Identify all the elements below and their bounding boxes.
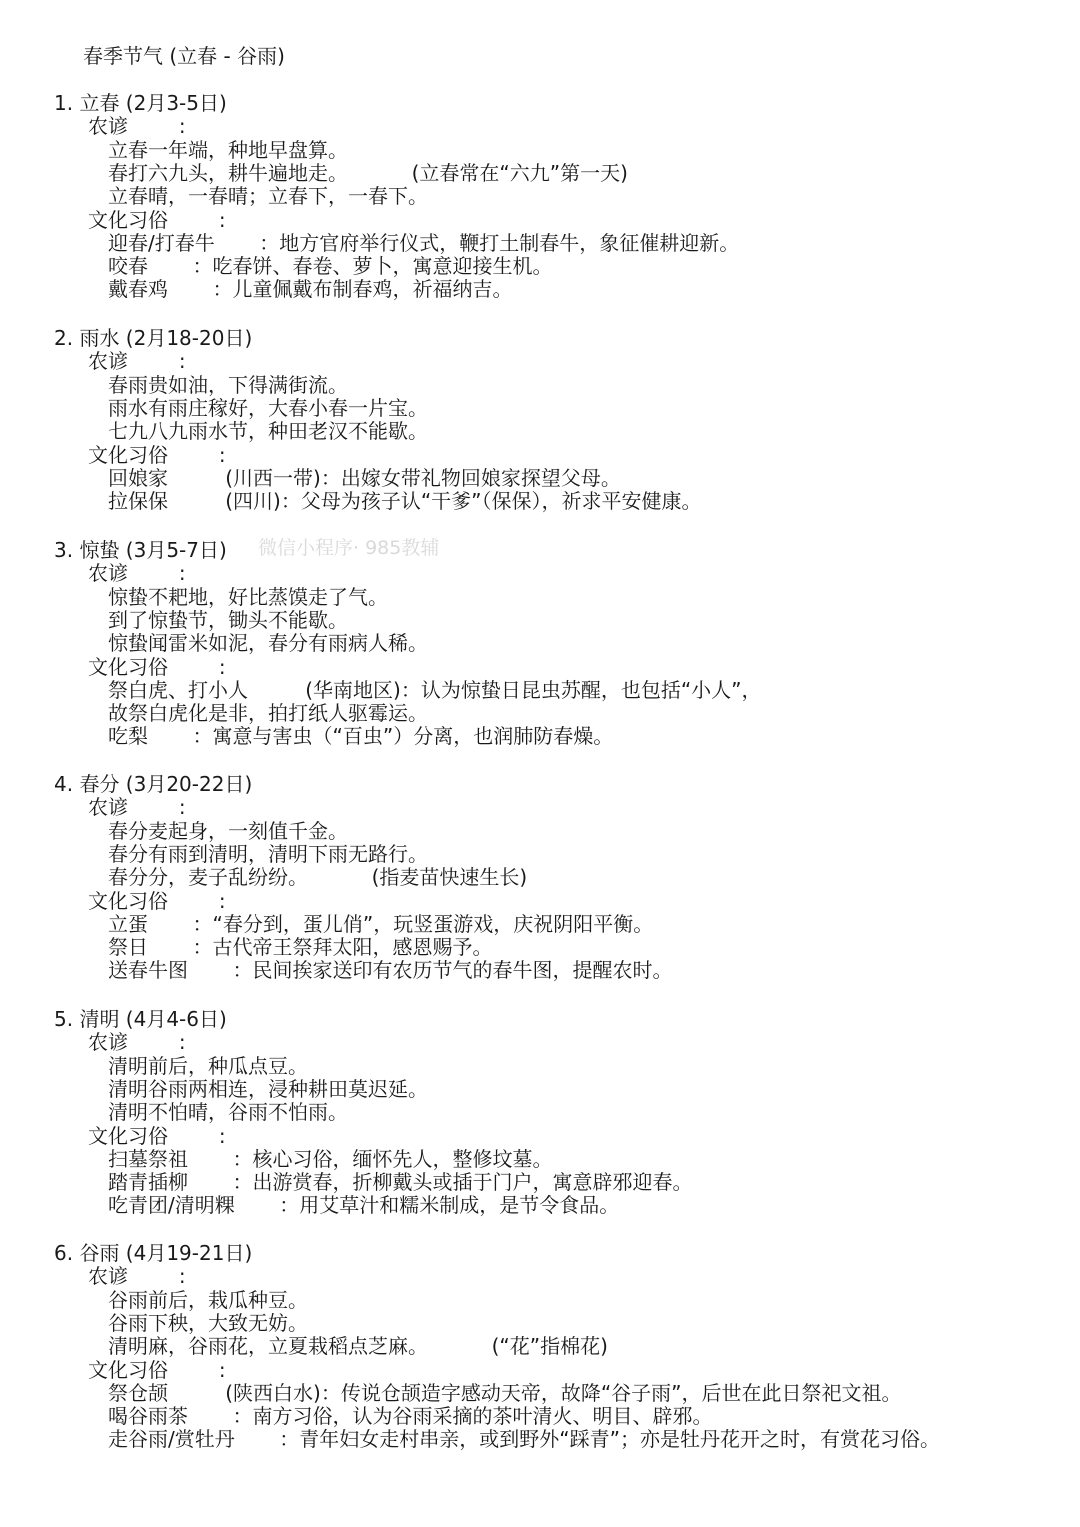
custom-line: 立蛋 ：“春分到，蛋儿俏”，玩竖蛋游戏，庆祝阴阳平衡。: [108, 911, 654, 936]
custom-line: 踏青插柳 ：出游赏春，折柳戴头或插于门户，寓意辟邪迎春。: [108, 1170, 693, 1195]
proverbs-label: 农谚 :: [88, 1264, 186, 1289]
custom-line: 吃梨 ：寓意与害虫（“百虫”）分离，也润肺防春燥。: [108, 724, 614, 749]
section-heading: 6. 谷雨 (4月19-21日): [54, 1241, 253, 1265]
page-title: 春季节气 (立春 - 谷雨): [83, 44, 285, 68]
proverb-line: 春分有雨到清明，清明下雨无路行。: [108, 841, 428, 866]
section-heading: 1. 立春 (2月3-5日): [54, 91, 227, 115]
proverbs-label: 农谚 :: [88, 349, 186, 374]
section-heading: 2. 雨水 (2月18-20日): [54, 326, 253, 350]
customs-label: 文化习俗 :: [88, 1123, 226, 1148]
section-heading: 5. 清明 (4月4-6日): [54, 1007, 227, 1031]
proverbs-label: 农谚 :: [88, 1030, 186, 1055]
custom-line: 迎春/打春牛 ：地方官府举行仪式，鞭打土制春牛，象征催耕迎新。: [108, 230, 740, 255]
section-heading: 4. 春分 (3月20-22日): [54, 772, 253, 796]
section-heading: 3. 惊蛰 (3月5-7日): [54, 538, 227, 562]
watermark: 微信小程序· 985教辅: [258, 537, 440, 559]
proverbs-label: 农谚 :: [88, 114, 186, 139]
proverbs-label: 农谚 :: [88, 561, 186, 586]
proverb-line: 春分麦起身，一刻值千金。: [108, 818, 348, 843]
custom-line: 走谷雨/赏牡丹 ：青年妇女走村串亲，或到野外“踩青”；亦是牡丹花开之时，有赏花习俗。: [108, 1427, 940, 1452]
custom-line: 故祭白虎化是非，拍打纸人驱霉运。: [108, 701, 428, 726]
custom-line: 扫墓祭祖 ：核心习俗，缅怀先人，整修坟墓。: [108, 1146, 553, 1171]
customs-label: 文化习俗 :: [88, 207, 226, 232]
custom-line: 祭日 ：古代帝王祭拜太阳，感恩赐予。: [108, 935, 493, 960]
proverb-line: 谷雨前后，栽瓜种豆。: [108, 1287, 308, 1312]
custom-line: 回娘家 (川西一带)：出嫁女带礼物回娘家探望父母。: [108, 465, 621, 490]
custom-line: 祭仓颉 (陕西白水)：传说仓颉造字感动天帝，故降“谷子雨”，后世在此日祭祀文祖。: [108, 1380, 902, 1405]
proverb-line: 七九八九雨水节，种田老汉不能歇。: [108, 419, 428, 444]
custom-line: 咬春 ：吃春饼、春卷、萝卜，寓意迎接生机。: [108, 254, 553, 279]
customs-label: 文化习俗 :: [88, 654, 226, 679]
proverb-line: 春打六九头，耕牛遍地走。 (立春常在“六九”第一天): [108, 160, 628, 185]
custom-line: 吃青团/清明粿 ：用艾草汁和糯米制成，是节令食品。: [108, 1193, 620, 1218]
proverb-line: 立春晴，一春晴；立春下，一春下。: [108, 184, 428, 209]
customs-label: 文化习俗 :: [88, 888, 226, 913]
proverb-line: 惊蛰闻雷米如泥，春分有雨病人稀。: [108, 631, 428, 656]
proverbs-label: 农谚 :: [88, 795, 186, 820]
custom-line: 戴春鸡 ：儿童佩戴布制春鸡，祈福纳吉。: [108, 277, 513, 302]
proverb-line: 春分分，麦子乱纷纷。 (指麦苗快速生长): [108, 865, 528, 890]
custom-line: 送春牛图 ：民间挨家送印有农历节气的春牛图，提醒农时。: [108, 958, 673, 983]
proverb-line: 惊蛰不耙地，好比蒸馍走了气。: [108, 584, 388, 609]
proverb-line: 谷雨下秧，大致无妨。: [108, 1310, 308, 1335]
custom-line: 喝谷雨茶 ：南方习俗，认为谷雨采摘的茶叶清火、明目、辟邪。: [108, 1404, 713, 1429]
proverb-line: 清明不怕晴，谷雨不怕雨。: [108, 1100, 348, 1125]
proverb-line: 到了惊蛰节，锄头不能歇。: [108, 607, 348, 632]
custom-line: 拉保保 (四川)：父母为孩子认“干爹”（保保），祈求平安健康。: [108, 489, 702, 514]
proverb-line: 立春一年端，种地早盘算。: [108, 137, 348, 162]
proverb-line: 清明前后，种瓜点豆。: [108, 1053, 308, 1078]
proverb-line: 清明麻，谷雨花，立夏栽稻点芝麻。 (“花”指棉花): [108, 1334, 608, 1359]
proverb-line: 春雨贵如油，下得满街流。: [108, 372, 348, 397]
custom-line: 祭白虎、打小人 (华南地区)：认为惊蛰日昆虫苏醒，也包括“小人”，: [108, 677, 762, 702]
proverb-line: 清明谷雨两相连，浸种耕田莫迟延。: [108, 1076, 428, 1101]
customs-label: 文化习俗 :: [88, 1357, 226, 1382]
customs-label: 文化习俗 :: [88, 442, 226, 467]
proverb-line: 雨水有雨庄稼好，大春小春一片宝。: [108, 395, 428, 420]
